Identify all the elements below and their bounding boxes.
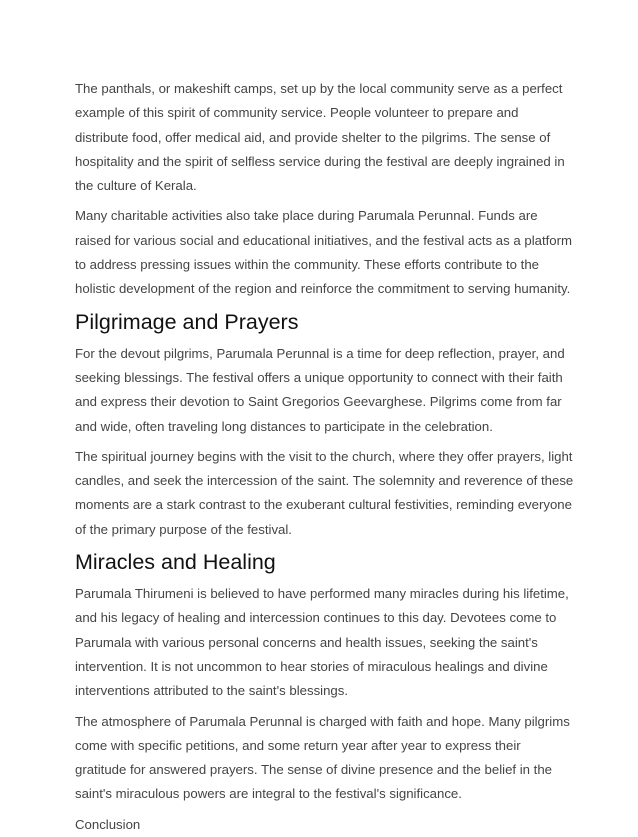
miracles-paragraph-1: Parumala Thirumeni is believed to have performed many miracles during his lifetime, and his legacy of healing and intercession continues to this day. Devotees come to Parumala with various personal concerns and health issues, seeking the saint's intervention. It is not uncommon to hear stories of miraculous healings and divine interventions attributed to the saint's blessings.	[75, 586, 569, 699]
pilgrimage-paragraph-2: The spiritual journey begins with the visit to the church, where they offer prayers, light candles, and seek the intercession of the saint. The solemnity and reverence of these moments are a stark contrast to the exuberant cultural festivities, reminding everyone of the primary purpose of the festival.	[75, 448, 574, 537]
miracles-paragraph-2: The atmosphere of Parumala Perunnal is charged with faith and hope. Many pilgrims come with specific petitions, and some return year after year to express their gratitude for answered prayers. The sense of divine presence and the belief in the saint's miraculous powers are integral to the festival's significance.	[75, 713, 570, 802]
intro-paragraph-2: Many charitable activities also take place during Parumala Perunnal. Funds are raised for various social and educational initiatives, and the festival acts as a platform to address pressing issues within the community. These efforts contribute to the holistic development of the region and reinforce the commitment to serving humanity.	[75, 208, 572, 297]
document-body	[75, 77, 575, 837]
conclusion-label: Conclusion	[75, 816, 141, 832]
pilgrimage-paragraph-1: For the devout pilgrims, Parumala Perunnal is a time for deep reflection, prayer, and seeking blessings. The festival offers a unique opportunity to connect with their faith and express their devotion to Saint Gregorios Geevarghese. Pilgrims come from far and wide, often traveling long distances to participate in the celebration.	[75, 345, 565, 434]
pilgrimage-heading: Pilgrimage and Prayers	[75, 309, 299, 334]
miracles-heading: Miracles and Healing	[75, 550, 276, 575]
intro-paragraph-1: The panthals, or makeshift camps, set up by the local community serve as a perfect example of this spirit of community service. People volunteer to prepare and distribute food, offer medical aid, and provide shelter to the pilgrims. The sense of hospitality and the spirit of selfless service during the festival are deeply ingrained in the culture of Kerala.	[75, 81, 565, 194]
